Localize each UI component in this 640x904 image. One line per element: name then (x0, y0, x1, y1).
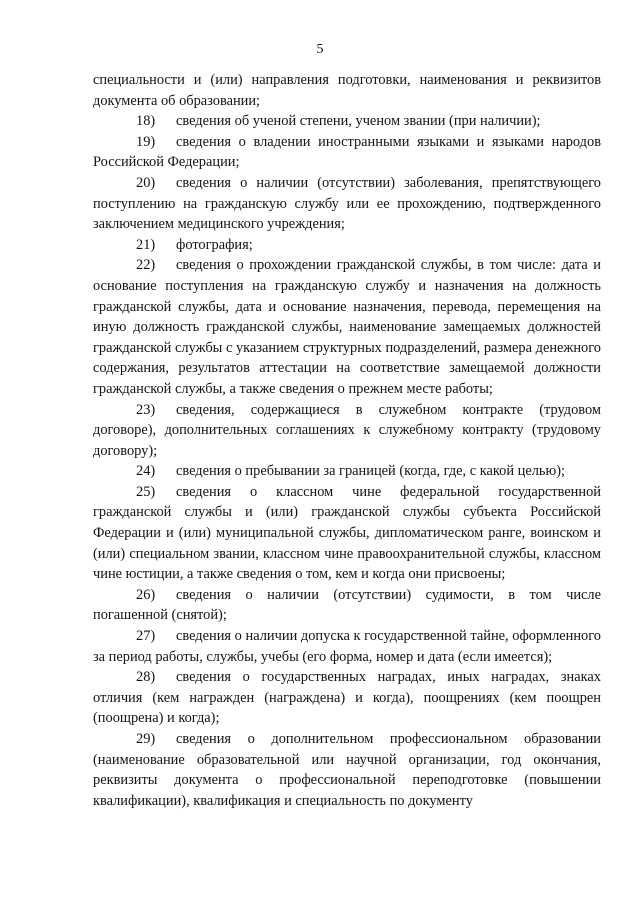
item-number: 29) (136, 731, 156, 747)
list-item-24 (93, 461, 601, 482)
continuation-paragraph: специальности и (или) направления подготовки, наименования и реквизитов документа об образовании; (93, 72, 601, 109)
list-item-23 (93, 400, 601, 462)
item-number: 23) (136, 401, 156, 418)
item-text: сведения о дополнительном профессиональном образовании (наименование образовательной или научной организации, год окончания, реквизиты документа о профессиональной переподготовке (повышении квалификации), квалификация и специальность по документу (93, 731, 601, 809)
list-item-21 (93, 235, 601, 256)
item-text: сведения о государственных наградах, иных наградах, знаках отличия (кем награжден (награждена) и когда), поощрениях (кем поощрен (поощрена) и когда); (93, 669, 601, 727)
page-number: 5 (316, 42, 324, 57)
list-item-26 (93, 585, 601, 626)
item-number: 25) (136, 483, 156, 500)
item-text: сведения о владении иностранными языками и языками народов Российской Федерации; (93, 133, 601, 171)
list-item-25 (93, 482, 601, 585)
list-item-19 (93, 132, 601, 173)
list-item-29 (93, 729, 601, 811)
list-item-18 (93, 111, 601, 132)
item-text: сведения о пребывании за границей (когда, где, с какой целью); (176, 463, 566, 480)
item-text: фотография; (176, 236, 253, 253)
list-item-20 (93, 173, 601, 235)
item-text: сведения о наличии (отсутствии) судимости, в том числе погашенной (снятой); (93, 586, 601, 624)
item-number: 24) (136, 463, 156, 480)
item-number: 27) (136, 628, 156, 645)
list-item-22 (93, 255, 601, 399)
item-text: сведения о прохождении гражданской службы, в том числе: дата и основание поступления на гражданскую службу и назначения на должность гражданской службы, дата и основание назначения, перевода, перемещения на иную должность гражданской службы, наименование замещаемых должностей гражданской службы с указанием структурных подразделений, размера денежного содержания, результатов аттестации на соответствие замещаемой должности гражданской службы, а также сведения о прежнем месте работы; (93, 257, 601, 397)
item-number: 19) (136, 133, 156, 150)
item-text: сведения о наличии (отсутствии) заболевания, препятствующего поступлению на гражданскую службу или ее прохождению, подтвержденного заключением медицинского учреждения; (93, 174, 601, 233)
document-body (93, 70, 601, 811)
item-text: сведения об ученой степени, ученом звании (при наличии); (176, 113, 541, 130)
item-number: 20) (136, 174, 156, 191)
list-item-28 (93, 667, 601, 729)
item-number: 22) (136, 257, 156, 274)
item-text: сведения о наличии допуска к государственной тайне, оформленного за период работы, службы, учебы (его форма, номер и дата (если имеется); (93, 628, 601, 665)
item-text: сведения, содержащиеся в служебном контракте (трудовом договоре), дополнительных соглашениях к служебному контракту (трудовому договору); (93, 401, 601, 459)
list-item-27 (93, 626, 601, 667)
item-text: сведения о классном чине федеральной государственной гражданской службы и (или) гражданской службы субъекта Российской Федерации и (или) муниципальной службы, дипломатическом ранге, воинском и (или) специальном звании, классном чине правоохранительной службы, классном чине юстиции, а также сведения о том, кем и когда они присвоены; (93, 483, 601, 583)
item-number: 21) (136, 236, 156, 253)
item-number: 26) (136, 586, 156, 603)
item-number: 18) (136, 113, 156, 130)
item-number: 28) (136, 669, 156, 686)
